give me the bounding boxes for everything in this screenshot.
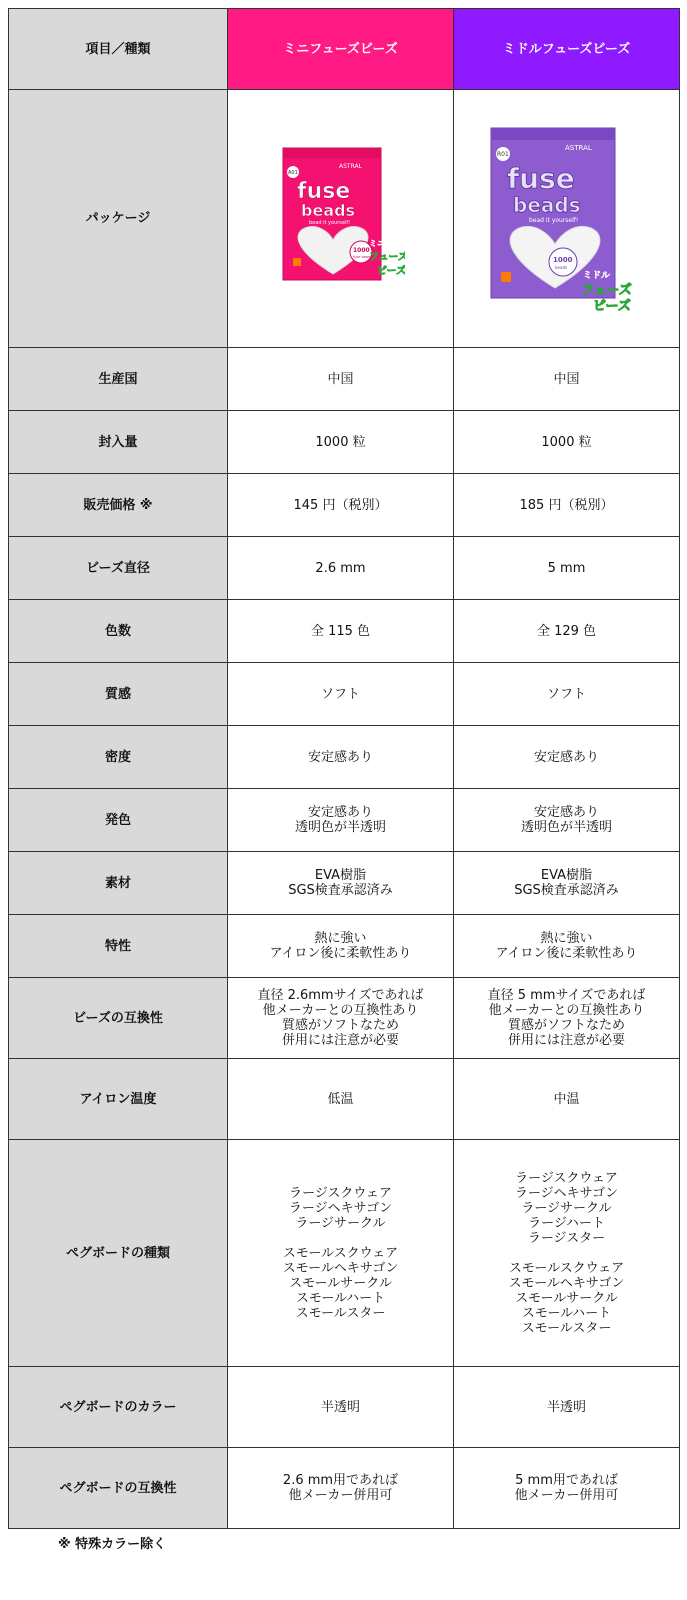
row-label: 特性 — [9, 915, 228, 978]
mini-package-image — [277, 142, 405, 292]
middle-value-cell — [454, 663, 680, 726]
cell-line: 5 mm用であれば — [515, 1473, 618, 1488]
svg-text:R01: R01 — [496, 150, 509, 158]
cell-line: EVA樹脂 — [314, 868, 367, 883]
middle-value-cell — [454, 600, 680, 663]
table-row — [9, 789, 680, 852]
mini-value-cell — [228, 726, 454, 789]
cell-line: スモールハート — [295, 1290, 386, 1306]
svg-text:fuse beads: fuse beads — [352, 254, 372, 259]
mini-value-cell — [228, 1367, 454, 1448]
header-mini-fuse-beads: ミニフューズビーズ — [228, 9, 454, 90]
svg-text:beads: beads — [300, 200, 355, 220]
svg-text:fuse: fuse — [296, 178, 350, 204]
row-label: ビーズ直径 — [9, 537, 228, 600]
table-row — [9, 978, 680, 1059]
table-row — [9, 600, 680, 663]
cell-line: 低温 — [327, 1091, 354, 1107]
svg-text:1000: 1000 — [552, 255, 572, 264]
svg-text:ASTRAL: ASTRAL — [338, 162, 362, 170]
cell-line: アイロン後に柔軟性あり — [269, 946, 412, 961]
cell-line: 1000 粒 — [315, 434, 366, 450]
cell-line: 中温 — [553, 1091, 580, 1107]
middle-value-cell — [454, 1140, 680, 1367]
row-label: 素材 — [9, 852, 228, 915]
cell-line: 併用には注意が必要 — [281, 1033, 399, 1048]
row-label: 封入量 — [9, 411, 228, 474]
cell-line: 他メーカー併用可 — [514, 1488, 619, 1503]
row-label: ペグボードの互換性 — [9, 1448, 228, 1529]
middle-package-image — [485, 122, 649, 312]
table-row — [9, 915, 680, 978]
middle-value-cell — [454, 474, 680, 537]
middle-value-cell — [454, 726, 680, 789]
row-label: ビーズの互換性 — [9, 978, 228, 1059]
row-label: ペグボードのカラー — [9, 1367, 228, 1448]
cell-line: スモールヘキサゴン — [508, 1275, 625, 1291]
cell-line: ラージヘキサゴン — [514, 1185, 619, 1201]
svg-text:ビーズ: ビーズ — [592, 298, 631, 312]
cell-line: ラージハート — [528, 1215, 605, 1231]
svg-text:beads: beads — [554, 264, 567, 270]
cell-line: スモールスター — [295, 1305, 386, 1321]
svg-text:bead it yourself!: bead it yourself! — [528, 216, 578, 224]
row-label: 質感 — [9, 663, 228, 726]
table-row — [9, 1140, 680, 1367]
cell-line: 質感がソフトなため — [281, 1018, 399, 1033]
svg-text:bead it yourself!: bead it yourself! — [308, 219, 350, 226]
cell-line: 他メーカーとの互換性あり — [488, 1003, 645, 1018]
cell-line — [228, 1231, 453, 1246]
mini-value-cell — [228, 789, 454, 852]
table-row — [9, 726, 680, 789]
mini-value-cell — [228, 852, 454, 915]
cell-line: スモールサークル — [515, 1290, 618, 1306]
cell-line: 1000 粒 — [541, 434, 592, 450]
cell-line: 半透明 — [546, 1399, 586, 1415]
mini-value-cell — [228, 474, 454, 537]
cell-line: 中国 — [327, 371, 354, 387]
cell-line: 5 mm — [547, 560, 586, 576]
cell-line: 全 115 色 — [310, 623, 371, 639]
cell-line: ソフト — [320, 686, 360, 702]
row-label: 密度 — [9, 726, 228, 789]
table-row — [9, 411, 680, 474]
mini-value-cell — [228, 663, 454, 726]
table-row — [9, 1367, 680, 1448]
row-label: 販売価格 ※ — [9, 474, 228, 537]
header-middle-fuse-beads: ミドルフューズビーズ — [454, 9, 680, 90]
cell-line: 安定感あり — [307, 749, 373, 765]
middle-value-cell — [454, 915, 680, 978]
row-label: 発色 — [9, 789, 228, 852]
cell-line: EVA樹脂 — [540, 868, 593, 883]
cell-line: スモールスクウェア — [282, 1245, 399, 1261]
cell-line: ラージスクウェア — [515, 1170, 618, 1186]
row-label: アイロン温度 — [9, 1059, 228, 1140]
package-mini-cell — [228, 90, 454, 348]
middle-value-cell — [454, 411, 680, 474]
svg-text:フューズ: フューズ — [368, 251, 405, 263]
middle-value-cell — [454, 1059, 680, 1140]
svg-text:beads: beads — [512, 192, 581, 217]
table-row — [9, 348, 680, 411]
header-label-cell: 項目／種類 — [9, 9, 228, 90]
cell-line: 併用には注意が必要 — [507, 1033, 625, 1048]
mini-value-cell — [228, 1140, 454, 1367]
cell-line: 質感がソフトなため — [507, 1018, 625, 1033]
middle-value-cell — [454, 348, 680, 411]
middle-value-cell — [454, 789, 680, 852]
table-row — [9, 537, 680, 600]
mini-value-cell — [228, 600, 454, 663]
cell-line: スモールヘキサゴン — [282, 1260, 399, 1276]
cell-line: ラージサークル — [521, 1200, 612, 1216]
row-label: 色数 — [9, 600, 228, 663]
cell-line: 半透明 — [320, 1399, 360, 1415]
svg-text:ミドル: ミドル — [582, 270, 610, 281]
table-row — [9, 1448, 680, 1529]
table-row — [9, 1059, 680, 1140]
cell-line: 安定感あり — [533, 805, 599, 820]
cell-line: 直径 2.6mmサイズであれば — [257, 988, 424, 1003]
row-label-package: パッケージ — [9, 90, 228, 348]
cell-line: 他メーカー併用可 — [288, 1488, 393, 1503]
svg-text:ビーズ: ビーズ — [376, 265, 405, 277]
table-row — [9, 474, 680, 537]
footnote: ※ 特殊カラー除く — [58, 1537, 167, 1552]
cell-line: ラージスクウェア — [289, 1185, 392, 1201]
cell-line: ソフト — [546, 686, 586, 702]
mini-value-cell — [228, 978, 454, 1059]
cell-line: 透明色が半透明 — [520, 820, 612, 835]
svg-text:ASTRAL: ASTRAL — [564, 143, 592, 152]
cell-line: 熱に強い — [540, 931, 593, 946]
cell-line: 安定感あり — [533, 749, 599, 765]
cell-line: SGS検査承認済み — [288, 883, 393, 898]
cell-line: 透明色が半透明 — [294, 820, 386, 835]
row-label: ペグボードの種類 — [9, 1140, 228, 1367]
middle-value-cell — [454, 978, 680, 1059]
cell-line: ラージサークル — [295, 1215, 386, 1231]
mini-value-cell — [228, 537, 454, 600]
comparison-table — [8, 8, 680, 1529]
cell-line: 他メーカーとの互換性あり — [262, 1003, 419, 1018]
cell-line: 2.6 mm用であれば — [282, 1473, 399, 1488]
cell-line: 安定感あり — [307, 805, 373, 820]
cell-line: 145 円（税別） — [293, 497, 388, 513]
svg-text:1000: 1000 — [352, 246, 370, 254]
middle-value-cell — [454, 1367, 680, 1448]
cell-line: 中国 — [553, 371, 580, 387]
mini-value-cell — [228, 1059, 454, 1140]
cell-line: 直径 5 mmサイズであれば — [487, 988, 646, 1003]
table-row — [9, 663, 680, 726]
cell-line: スモールスター — [521, 1320, 612, 1336]
cell-line: スモールスクウェア — [508, 1260, 625, 1276]
row-label: 生産国 — [9, 348, 228, 411]
middle-value-cell — [454, 1448, 680, 1529]
cell-line: ラージヘキサゴン — [288, 1200, 393, 1216]
cell-line: ラージスター — [527, 1230, 606, 1246]
cell-line: アイロン後に柔軟性あり — [495, 946, 638, 961]
cell-line: 2.6 mm — [315, 560, 366, 576]
mini-value-cell — [228, 915, 454, 978]
cell-line — [454, 1246, 679, 1261]
package-middle-cell — [454, 90, 680, 348]
cell-line: 全 129 色 — [536, 623, 597, 639]
middle-value-cell — [454, 537, 680, 600]
mini-value-cell — [228, 1448, 454, 1529]
package-row — [9, 90, 680, 348]
svg-text:ミニ: ミニ — [368, 238, 385, 248]
cell-line: 熱に強い — [314, 931, 367, 946]
mini-value-cell — [228, 411, 454, 474]
cell-line: スモールサークル — [289, 1275, 392, 1291]
mini-value-cell — [228, 348, 454, 411]
svg-text:A01: A01 — [287, 169, 298, 176]
svg-text:fuse: fuse — [506, 161, 575, 195]
cell-line: スモールハート — [521, 1305, 612, 1321]
cell-line: 185 円（税別） — [519, 497, 614, 513]
middle-value-cell — [454, 852, 680, 915]
cell-line: SGS検査承認済み — [514, 883, 619, 898]
svg-text:フューズ: フューズ — [580, 282, 632, 298]
table-row — [9, 852, 680, 915]
